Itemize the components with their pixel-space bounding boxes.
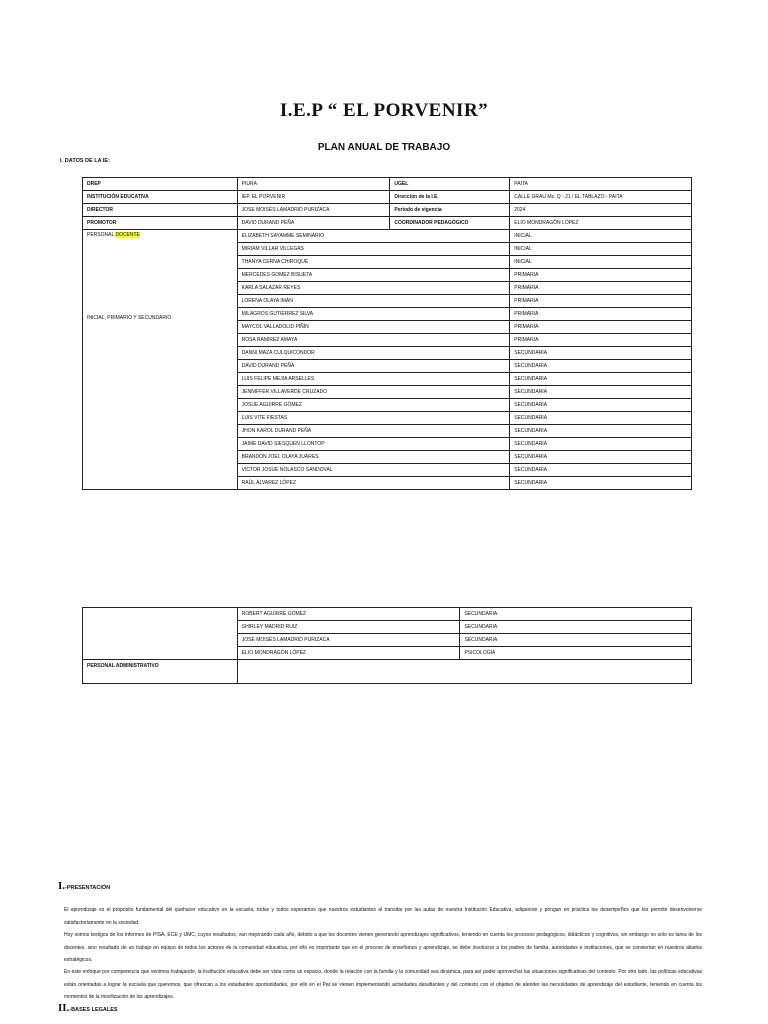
info-value: PIURA [237,178,390,191]
bases-label: -BASES LEGALES [69,1007,118,1013]
teacher-level: PRIMARIA [510,269,692,282]
presentacion-label: -PRESENTACIÓN [65,885,111,891]
table-row [83,191,692,204]
table-row [83,230,692,243]
table-row [83,204,692,217]
personal-docente-label [87,230,233,238]
info-value: ELIO MONDRAGÓN LÓPEZ [510,217,692,230]
teacher-name: ELIZABETH SAYAMME SEMINARIO [237,230,510,243]
teacher-level: SECUNDARIA [460,621,692,634]
teacher-name: ELIO MONDRAGÓN LÓPEZ [237,647,460,660]
personal-continuation-table [82,607,692,684]
teacher-level: PRIMARIA [510,295,692,308]
teacher-level: INICIAL [510,230,692,243]
info-label: DREP [83,178,238,191]
teacher-level: PRIMARIA [510,334,692,347]
info-value: JOSE MOISÉS LAMADRID PURIZACA [237,204,390,217]
info-label: INSTITUCIÓN EDUCATIVA [83,191,238,204]
info-label: Dirección de la I.E [390,191,510,204]
personal-administrativo-value [237,660,691,684]
teacher-name: THANYA CERNA CHIROQUE [237,256,510,269]
info-value: PAITA [510,178,692,191]
teacher-level: SECUNDARIA [510,347,692,360]
info-label: Periodo de vigencia [390,204,510,217]
personal-docente-cell [83,230,238,490]
teacher-name: ROSA RAMIREZ AMAYA [237,334,510,347]
personal-administrativo-label: PERSONAL ADMINISTRATIVO [83,660,238,684]
teacher-name: MILAGROS GUTIÉRREZ SILVA [237,308,510,321]
presentacion-paragraph-3: En este enfoque por competencia que venimos trabajando, la Institución educativa debe ser vista como un espacio, donde la relación con la familia y la comunidad sea dinámica, para así poder aprovechar las situaciones significativas del contexto. Por otro lado, las políticas educativas están orientadas a lograr la escuela que queremos, que ofrezcan a los estudiantes oportunidades, por ello en el Pat se vienen implementando actividades desafiantes y del contexto con el objetivo de atender las necesidades de aprendizaje del estudiante, teniendo en cuenta los momentos de la movilización de los aprendizajes. [64,969,702,1000]
teacher-name: BRANDON JOEL OLAYA JUARES [237,451,510,464]
info-value: IEP. EL PORVENIR [237,191,390,204]
info-value: CALLE GRAU Mz. Q - 21 / EL TABLAZO - PAITA [510,191,692,204]
teacher-level: SECUNDARIA [510,399,692,412]
document-subtitle: PLAN ANUAL DE TRABAJO [317,142,451,153]
teacher-name: LORENA OLAYA IMÁN [237,295,510,308]
presentacion-number: I. [58,880,66,892]
table-row [83,660,692,684]
personal-docente-cont-cell [83,608,238,660]
section-number: I. [60,158,63,164]
teacher-name: LUIS FELIPE MEJIA ARSELLES [237,373,510,386]
teacher-name: KARLA SALAZAR REYES [237,282,510,295]
presentacion-paragraph-2: Hoy somos testigos de los informes de PISA, ECE y UMC, cuyos resultados, van mejorando cada año, debido a que los docentes vienen generando aprendizajes significativos, teniendo en cuenta los procesos pedagógicos, didácticos y cognitivos, sin embargo no solo es tarea de los docentes, sino resultado de un trabajo en equipo de todos los actores de la comunidad educativa, por ello es importante que en el proceso de enseñanza y aprendizaje, se debe involucrar a los padres de familia, autoridades e instituciones, que se conviertan en nuestros aliados estratégicos. [64,932,702,963]
bases-number: II. [58,1002,70,1014]
teacher-level: PRIMARIA [510,321,692,334]
info-label: COORDINADOR PEDAGÓGICO [390,217,510,230]
teacher-level: INICIAL [510,256,692,269]
teacher-level: SECUNDARIA [510,386,692,399]
teacher-name: JOSÉ MOISÉS LAMADRID PURIZACA [237,634,460,647]
teacher-name: LUIS VITE FIESTAS [237,412,510,425]
personal-label-highlight: DOCENTE [115,232,140,238]
teacher-name: RAÚL ÁLVAREZ LÓPEZ [237,477,510,490]
presentacion-paragraph-1: El aprendizaje es el propósito fundamental del quehacer educativo en la escuela, todas y todos esperamos que nuestros estudiantes al transitar por las aulas de nuestra Institución Educativa, adquieran y pongan en práctica los desempeños que les permite desenvolverse satisfactoriamente en la sociedad. [64,907,702,926]
teacher-name: MERCEDES GOMEZ BISUETA [237,269,510,282]
teacher-level: SECUNDARIA [510,451,692,464]
teacher-name: MAYCOL VALLADOLID PIÑÍN [237,321,510,334]
info-label: PROMOTOR [83,217,238,230]
info-label: DIRECTOR [83,204,238,217]
teacher-name: DAVID DURAND PEÑA [237,360,510,373]
teacher-name: SHIRLEY MADRID RUIZ [237,621,460,634]
teacher-level: SECUNDARIA [510,438,692,451]
table-row [83,178,692,191]
teacher-level: SECUNDARIA [510,477,692,490]
info-value: DAVID DURAND PEÑA [237,217,390,230]
personal-label-prefix: PERSONAL [87,232,116,238]
teacher-level: PSICOLOGÍA [460,647,692,660]
teacher-name: ROBERT AGUIRRE GÓMEZ [237,608,460,621]
section-datos-heading [60,158,110,164]
teacher-level: PRIMARIA [510,282,692,295]
teacher-level: INICIAL [510,243,692,256]
teacher-level: SECUNDARIA [460,608,692,621]
teacher-name: VICTOR JOSUÉ NOLASCO SANDOVAL [237,464,510,477]
presentacion-heading [58,880,110,892]
teacher-level: SECUNDARIA [510,360,692,373]
info-value: 2024 [510,204,692,217]
teacher-name: MIRIAM VILLAR VILLEGAS [237,243,510,256]
info-label: UGEL [390,178,510,191]
teacher-level: SECUNDARIA [510,412,692,425]
teacher-name: JHON KAROL DURAND PEÑA [237,425,510,438]
teacher-level: SECUNDARIA [510,464,692,477]
table-row [83,217,692,230]
teacher-name: JAIME DAVID SIESQUEN LLONTOP [237,438,510,451]
document-title: I.E.P “ EL PORVENIR” [279,100,489,121]
teacher-name: JENNIFFER VILLAVERDE CRUZADO [237,386,510,399]
section-label: DATOS DE LA IE: [64,158,110,164]
teacher-name: DANNI MAZA CULQUICONDOR [237,347,510,360]
teacher-level: SECUNDARIA [460,634,692,647]
teacher-level: PRIMARIA [510,308,692,321]
teacher-level: SECUNDARIA [510,373,692,386]
bases-legales-heading [58,1002,118,1014]
personal-levels: INICIAL, PRIMARIO Y SECUNDARIO [87,315,172,321]
teacher-name: JOSUE AGUIRRE GÓMEZ [237,399,510,412]
institution-data-table [82,177,692,490]
teacher-level: SECUNDARIA [510,425,692,438]
table-row [83,608,692,621]
